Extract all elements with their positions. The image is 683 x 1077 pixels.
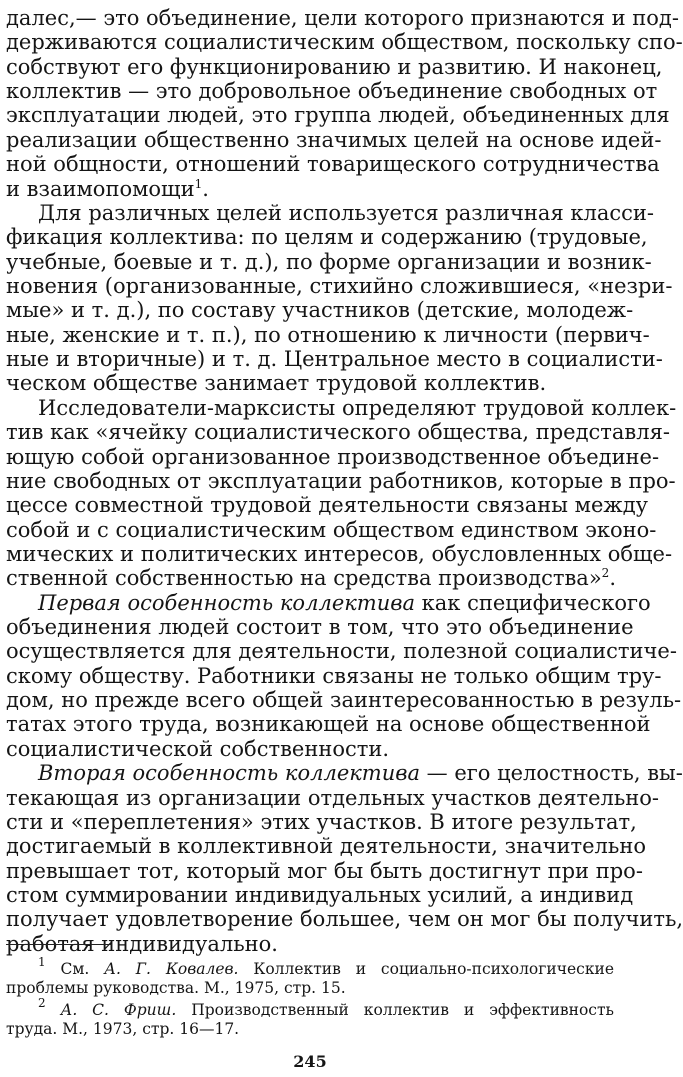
text-line: сти и «переплетения» этих участков. В итоге результат,	[6, 809, 637, 834]
text-line: ческом обществе занимает трудовой коллектив.	[6, 371, 547, 396]
text-line: новения (организованные, стихийно сложившиеся, «незри-	[6, 274, 673, 298]
text-line: далес,— это объединение, цели которого признаются и под-	[6, 6, 679, 30]
text-line: ные и вторичные) и т. д. Центральное место в социалисти-	[6, 347, 663, 371]
footnote-line: $^2$ А. С. Фриш. Производственный коллектив и эффективность	[38, 996, 614, 1019]
text-line: цессе совместной трудовой деятельности связаны между	[6, 493, 649, 518]
text-line: Первая особенность коллектива как специфического	[38, 590, 651, 615]
text-line: дом, но прежде всего общей заинтересованностью в резуль-	[6, 688, 682, 713]
footnote-line: $^1$ См. А. Г. Ковалев. Коллектив и социально-психологические	[38, 955, 615, 978]
text-line: ющую собой организованное производственное объедине-	[6, 444, 660, 469]
text-line: превышает тот, который мог бы быть достигнут при про-	[6, 858, 643, 883]
text-line: эксплуатации людей, это группа людей, объединенных для	[6, 103, 670, 128]
text-line: социалистической собственности.	[6, 736, 390, 761]
text-line: коллектив — это добровольное объединение свободных от	[6, 79, 658, 104]
text-line: осуществляется для деятельности, полезной социалистиче-	[6, 639, 677, 664]
footnote-marker: 2	[38, 996, 46, 1010]
text-line: реализации общественно значимых целей на основе идей-	[6, 127, 662, 152]
text-line: татах этого труда, возникающей на основе общественной	[6, 712, 651, 737]
text-line: собствуют его функционированию и развитию. И наконец,	[6, 54, 663, 79]
footnote-author: А. С. Фриш.	[60, 1001, 177, 1019]
text-line: текающая из организации отдельных участков деятельно-	[6, 785, 659, 810]
text-line: ние свободных от эксплуатации работников, которые в про-	[6, 468, 676, 493]
text-line: мые» и т. д.), по составу участников (детские, молодеж-	[6, 298, 634, 323]
text-line: стом суммировании индивидуальных усилий, а индивид	[6, 883, 634, 907]
text-line: тив как «ячейку социалистического общества, представля-	[6, 420, 670, 445]
text-line: ной общности, отношений товарищеского сотрудничества	[6, 152, 660, 177]
footnote-line: проблемы руководства. М., 1975, стр. 15.	[6, 979, 346, 997]
footnote-marker: 1	[38, 955, 46, 969]
text-line: держиваются социалистическим обществом, поскольку спо-	[6, 30, 683, 55]
text-line: Вторая особенность коллектива — его целостность, вы-	[38, 761, 683, 786]
text-line: Исследователи-марксисты определяют трудовой коллек-	[38, 395, 677, 420]
page-number: 245	[293, 1052, 327, 1071]
text-line: учебные, боевые и т. д.), по форме организации и возник-	[6, 249, 652, 274]
text-line: достигаемый в коллективной деятельности, значительно	[6, 834, 646, 859]
text-line: объединения людей состоит в том, что это объединение	[6, 615, 634, 639]
footnote-divider	[6, 944, 112, 945]
footnote-author: А. Г. Ковалев.	[104, 960, 239, 978]
text-line: ные, женские и т. п.), по отношению к личности (первич-	[6, 322, 650, 347]
text-line: ственной собственностью на средства производства»$^2$.	[6, 566, 616, 591]
text-line: мических и политических интересов, обусловленных обще-	[6, 541, 673, 566]
text-line: собой и с социалистическим обществом единством эконо-	[6, 517, 657, 542]
text-line: и взаимопомощи$^1$.	[6, 176, 209, 201]
footnote-line: труда. М., 1973, стр. 16—17.	[6, 1020, 240, 1038]
italic-lead: Первая особенность коллектива	[38, 590, 415, 615]
text-line: скому обществу. Работники связаны не только общим тру-	[6, 663, 662, 688]
text-line: получает удовлетворение большее, чем он мог бы получить,	[6, 907, 683, 932]
text-line: Для различных целей используется различная класси-	[38, 200, 654, 225]
footnote-ref: 1	[194, 176, 203, 191]
footnote-ref: 2	[601, 566, 610, 581]
italic-lead: Вторая особенность коллектива	[38, 761, 420, 786]
text-line: фикация коллектива: по целям и содержанию (трудовые,	[6, 225, 648, 250]
text-line: работая индивидуально.	[6, 931, 278, 956]
